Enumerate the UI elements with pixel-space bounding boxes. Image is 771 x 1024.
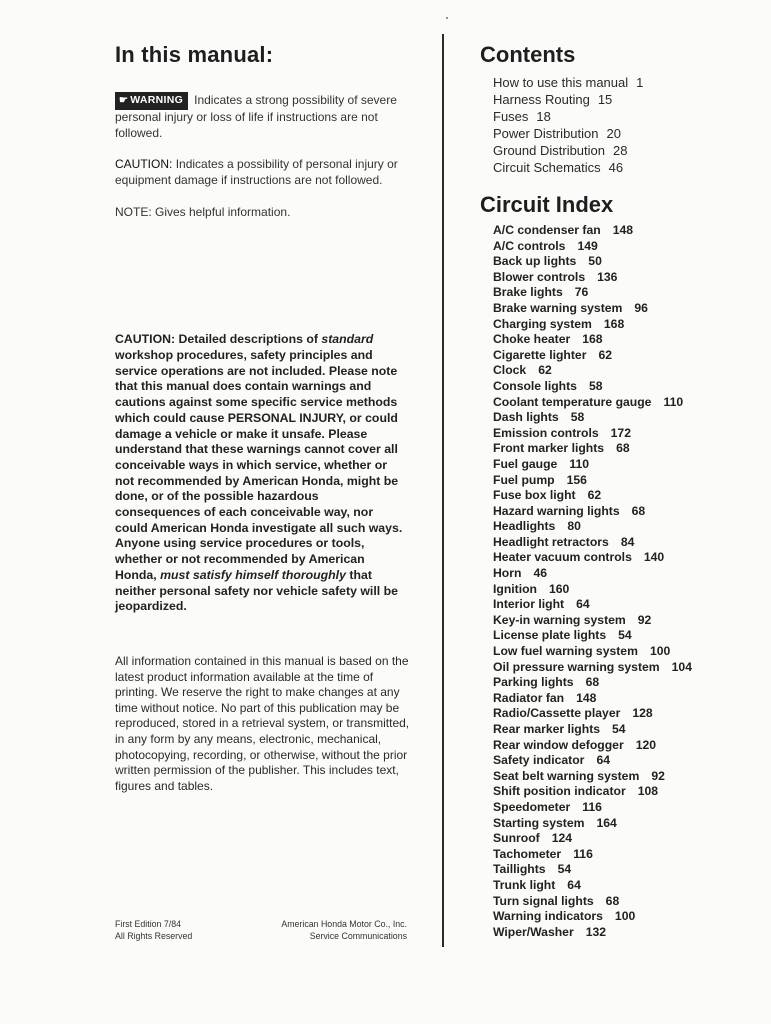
circuit-index-item-page: 58 — [570, 410, 585, 425]
circuit-index-item-label: Safety indicator — [493, 753, 585, 768]
caution-detail-part1: Detailed descriptions of — [178, 332, 318, 347]
circuit-index-item-label: Tachometer — [493, 846, 562, 861]
caution-detail-part2: workshop procedures, safety principles and service operations are not included. Please note that this manual does contain warnings and cautions against some specific service methods which could cause PERSONAL INJURY, or could damage a vehicle or make it unsafe. Please understand that these warnings cannot cover all conceivable ways in which service, whether or not recommended by American Honda, might be done, or of the possible hazardous consequences of each conceivable way, nor could American Honda investigate all such ways. Anyone using service procedures or tools, whether or not recommended by American Honda, — [115, 348, 403, 582]
circuit-index-item-page: 164 — [596, 815, 617, 830]
circuit-index-item-label: Shift position indicator — [493, 784, 626, 799]
circuit-index-item-label: Horn — [493, 566, 522, 581]
circuit-index-item — [493, 566, 760, 582]
contents-item — [493, 108, 760, 125]
circuit-index-item-label: Rear window defogger — [493, 737, 624, 752]
circuit-index-item — [493, 847, 760, 863]
warning-paragraph — [115, 92, 410, 141]
contents-item-label: Fuses — [493, 109, 529, 124]
contents-list — [493, 74, 760, 176]
circuit-index-item-label: Blower controls — [493, 269, 586, 284]
circuit-index-title: Circuit Index — [480, 192, 614, 217]
caution-detail-part3: that neither personal safety nor vehicle safety will be jeopardized. — [115, 567, 398, 614]
circuit-index-item-page: 168 — [582, 332, 603, 347]
circuit-index-item — [493, 706, 760, 722]
circuit-index-item-page: 160 — [549, 581, 570, 596]
warning-badge-label: WARNING — [130, 94, 184, 106]
circuit-index-item-label: Parking lights — [493, 675, 574, 690]
circuit-index-item-label: Fuse box light — [493, 488, 576, 503]
circuit-index-item-label: Choke heater — [493, 332, 571, 347]
in-this-manual-title: In this manual: — [115, 42, 274, 67]
circuit-index-item-page: 62 — [538, 363, 552, 378]
copyright-info-paragraph: All information contained in this manual is based on the latest product information available at the time of printing. We reserve the right to make changes at any time without notice. No part of this publication may be reproduced, stored in a retrieval system, or transmitted, in any form by any means, electronic, mechanical, photocopying, recording, or otherwise, without the prior written permission of the publisher. This includes text, figures and tables. — [115, 654, 410, 793]
hand-icon: ☛ — [119, 95, 129, 106]
circuit-index-item-label: Turn signal lights — [493, 893, 594, 908]
circuit-index-item-label: Seat belt warning system — [493, 768, 640, 783]
circuit-index-item-page: 68 — [631, 503, 646, 518]
circuit-index-item-page: 100 — [614, 909, 636, 924]
contents-item-page: 18 — [536, 109, 551, 124]
circuit-index-item-page: 92 — [637, 612, 652, 627]
circuit-index-item-page: 62 — [587, 488, 602, 503]
circuit-index-item — [493, 878, 760, 894]
circuit-index-item-page: 64 — [596, 753, 610, 768]
caution-text: Indicates a possibility of personal injury or equipment damage if instructions are not followed. — [115, 157, 398, 188]
circuit-index-item — [493, 254, 760, 270]
circuit-index-item — [493, 800, 760, 816]
circuit-index-item-label: License plate lights — [493, 628, 607, 643]
circuit-index-item — [493, 301, 760, 317]
circuit-index-item-page: 84 — [620, 534, 635, 549]
contents-item-label: Circuit Schematics — [493, 160, 601, 175]
circuit-index-item-page: 50 — [588, 254, 602, 269]
circuit-index-item-page: 148 — [576, 690, 597, 705]
circuit-index-list — [493, 223, 760, 940]
circuit-index-item-label: Brake lights — [493, 285, 563, 300]
column-divider — [442, 34, 444, 947]
circuit-index-item-label: A/C condenser fan — [493, 223, 601, 237]
footer-edition-line: First Edition 7/84 — [115, 919, 182, 929]
circuit-index-item-label: Heater vacuum controls — [493, 550, 632, 565]
circuit-index-item — [493, 738, 760, 754]
contents-item — [493, 74, 760, 91]
contents-item — [493, 91, 760, 108]
circuit-index-item-label: Brake warning system — [493, 300, 623, 315]
circuit-index-item — [493, 660, 760, 676]
circuit-index-item-page: 62 — [598, 347, 613, 362]
circuit-index-item — [493, 395, 760, 411]
circuit-index-item-page: 68 — [605, 893, 620, 908]
circuit-index-item-page: 149 — [577, 238, 598, 253]
circuit-index-item-page: 58 — [588, 378, 603, 393]
contents-item-label: Power Distribution — [493, 126, 599, 141]
contents-item — [493, 159, 760, 176]
circuit-index-item-page: 76 — [574, 285, 589, 300]
circuit-index-item — [493, 691, 760, 707]
circuit-index-item — [493, 519, 760, 535]
circuit-index-item — [493, 410, 760, 426]
circuit-index-item — [493, 925, 760, 941]
circuit-index-item — [493, 223, 760, 239]
contents-item-page: 28 — [613, 143, 628, 158]
circuit-index-item — [493, 270, 760, 286]
contents-item-label: Harness Routing — [493, 92, 590, 107]
circuit-index-item-label: Fuel pump — [493, 472, 555, 487]
circuit-index-item-page: 46 — [533, 566, 547, 581]
circuit-index-item-page: 54 — [618, 628, 632, 643]
caution-paragraph — [115, 157, 410, 189]
caution-detail-paragraph — [115, 332, 405, 615]
circuit-index-item — [493, 550, 760, 566]
circuit-index-item-label: Speedometer — [493, 799, 571, 814]
circuit-index-item-label: Taillights — [493, 862, 546, 877]
contents-title: Contents — [480, 42, 576, 67]
circuit-index-item-label: Wiper/Washer — [493, 924, 574, 939]
circuit-index-item — [493, 426, 760, 442]
footer-edition — [115, 918, 192, 942]
circuit-index-item-page: 116 — [582, 799, 602, 814]
circuit-index-item-page: 110 — [569, 456, 590, 471]
circuit-index-item — [493, 597, 760, 613]
circuit-index-item — [493, 722, 760, 738]
warning-text: Indicates a strong possibility of severe personal injury or loss of life if instructions are not followed. — [115, 93, 397, 140]
circuit-index-item-page: 96 — [634, 300, 648, 315]
circuit-index-item — [493, 441, 760, 457]
circuit-index-item-label: Back up lights — [493, 254, 577, 269]
circuit-index-item-page: 110 — [663, 394, 684, 409]
caution-detail-emphasis-must: must satisfy himself thoroughly — [160, 567, 346, 582]
circuit-index-item — [493, 628, 760, 644]
circuit-index-item — [493, 348, 760, 364]
circuit-index-item — [493, 488, 760, 504]
circuit-index-item — [493, 753, 760, 769]
contents-item-page: 20 — [606, 126, 621, 141]
circuit-index-item-page: 68 — [616, 441, 630, 456]
circuit-index-item — [493, 644, 760, 660]
circuit-index-item-page: 156 — [566, 472, 587, 487]
circuit-index-item-page: 64 — [567, 877, 581, 892]
circuit-index-item-page: 132 — [585, 924, 607, 939]
circuit-index-item-label: Coolant temperature gauge — [493, 394, 652, 409]
circuit-index-item — [493, 909, 760, 925]
circuit-index-item-label: Dash lights — [493, 410, 559, 425]
circuit-index-item-label: Oil pressure warning system — [493, 659, 660, 674]
circuit-index-item-label: Warning indicators — [493, 909, 603, 924]
circuit-index-item-page: 80 — [567, 519, 581, 534]
right-column — [480, 40, 760, 940]
circuit-index-item — [493, 784, 760, 800]
circuit-index-item — [493, 239, 760, 255]
circuit-index-item-label: Fuel gauge — [493, 456, 558, 471]
circuit-index-item — [493, 457, 760, 473]
circuit-index-item-page: 104 — [671, 659, 692, 674]
circuit-index-item-label: Ignition — [493, 581, 537, 596]
circuit-index-item — [493, 894, 760, 910]
circuit-index-item — [493, 613, 760, 629]
footer-company-line: American Honda Motor Co., Inc. — [281, 919, 407, 929]
circuit-index-item-page: 124 — [551, 831, 573, 846]
circuit-index-item — [493, 535, 760, 551]
page-speck — [446, 17, 448, 19]
circuit-index-item-page: 136 — [597, 269, 618, 284]
circuit-index-item-label: Trunk light — [493, 877, 556, 892]
circuit-index-item-page: 148 — [612, 223, 634, 237]
left-column — [115, 40, 410, 793]
circuit-index-item-label: Front marker lights — [493, 441, 605, 456]
contents-item-page: 1 — [636, 75, 644, 90]
circuit-index-item — [493, 816, 760, 832]
circuit-index-item — [493, 582, 760, 598]
circuit-index-item-page: 168 — [603, 316, 625, 331]
circuit-index-item-page: 100 — [649, 644, 671, 659]
circuit-index-item — [493, 769, 760, 785]
circuit-index-item — [493, 379, 760, 395]
circuit-index-item-page: 116 — [573, 846, 593, 861]
contents-item-label: How to use this manual — [493, 75, 629, 90]
circuit-index-item-label: Headlight retractors — [493, 534, 609, 549]
circuit-index-item-label: Rear marker lights — [493, 722, 601, 736]
circuit-index-item-label: Radio/Cassette player — [493, 706, 621, 721]
circuit-index-item-page: 54 — [612, 722, 626, 736]
circuit-index-item-label: Hazard warning lights — [493, 503, 620, 518]
circuit-index-item — [493, 675, 760, 691]
contents-item-page: 46 — [608, 160, 624, 175]
circuit-index-item-label: Charging system — [493, 316, 592, 331]
contents-item — [493, 125, 760, 142]
circuit-index-item-label: Cigarette lighter — [493, 347, 587, 362]
circuit-index-item-page: 140 — [643, 550, 665, 565]
caution-detail-emphasis-standard: standard — [321, 332, 374, 347]
circuit-index-item-page: 54 — [557, 862, 572, 877]
circuit-index-item-page: 92 — [651, 768, 665, 783]
circuit-index-item — [493, 363, 760, 379]
caution-label: CAUTION: — [115, 157, 173, 172]
circuit-index-item-label: Clock — [493, 363, 527, 378]
circuit-index-item-page: 128 — [632, 706, 653, 721]
note-paragraph: NOTE: Gives helpful information. — [115, 204, 291, 219]
contents-item-label: Ground Distribution — [493, 143, 605, 158]
circuit-index-item-label: Radiator fan — [493, 690, 565, 705]
contents-item-page: 15 — [597, 92, 613, 107]
circuit-index-item-page: 120 — [635, 737, 657, 752]
circuit-index-item-page: 172 — [610, 425, 631, 440]
circuit-index-item — [493, 285, 760, 301]
circuit-index-item-label: Sunroof — [493, 831, 540, 846]
circuit-index-item — [493, 862, 760, 878]
circuit-index-item-page: 68 — [585, 675, 600, 690]
circuit-index-item-page: 108 — [637, 784, 659, 799]
circuit-index-item — [493, 473, 760, 489]
circuit-index-item-page: 64 — [576, 597, 590, 612]
circuit-index-item-label: Low fuel warning system — [493, 644, 638, 659]
footer-publisher — [281, 918, 407, 942]
circuit-index-item — [493, 831, 760, 847]
warning-badge — [115, 92, 188, 110]
circuit-index-item-label: Console lights — [493, 378, 577, 393]
circuit-index-item — [493, 504, 760, 520]
footer-rights-line: All Rights Reserved — [115, 931, 193, 941]
circuit-index-item-label: Headlights — [493, 519, 556, 534]
circuit-index-item — [493, 317, 760, 333]
footer-department-line: Service Communications — [309, 931, 407, 941]
circuit-index-item-label: Starting system — [493, 815, 585, 830]
circuit-index-item-label: Key-in warning system — [493, 612, 626, 627]
contents-item — [493, 142, 760, 159]
caution-detail-label: CAUTION: — [115, 332, 176, 347]
circuit-index-item-label: A/C controls — [493, 238, 566, 253]
circuit-index-item — [493, 332, 760, 348]
circuit-index-item-label: Interior light — [493, 597, 565, 612]
circuit-index-item-label: Emission controls — [493, 425, 599, 440]
